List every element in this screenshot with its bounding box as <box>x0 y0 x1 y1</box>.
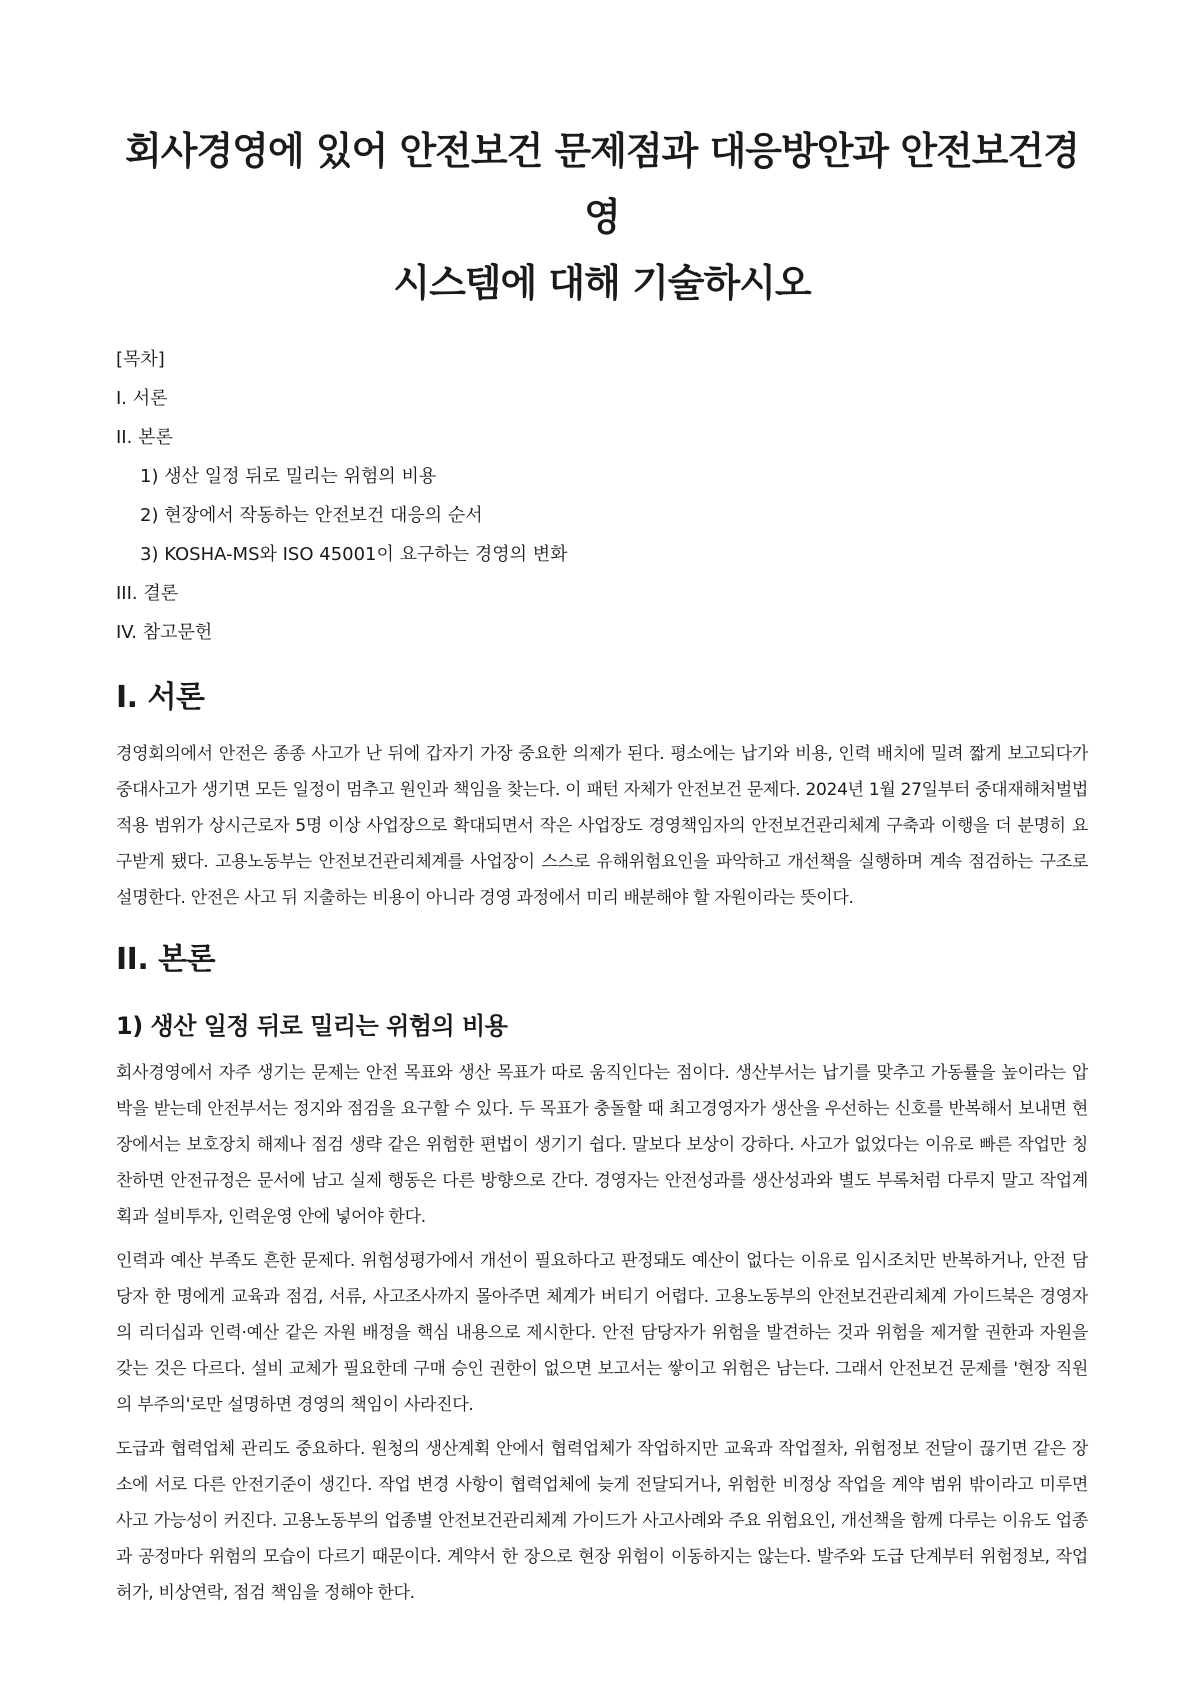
toc-item-introduction: I. 서론 <box>116 388 168 409</box>
toc-item-body: II. 본론 <box>116 427 173 448</box>
section-heading-body: II. 본론 <box>116 942 216 977</box>
toc-item-references: IV. 참고문헌 <box>116 622 213 643</box>
introduction-paragraph: 경영회의에서 안전은 종종 사고가 난 뒤에 갑자기 가장 중요한 의제가 된다. 평소에는 납기와 비용, 인력 배치에 밀려 짧게 보고되다가 중대사고가 생기면 모든 일정이 멈추고 원인과 책임을 찾는다. 이 패턴 자체가 안전보건 문제다. 2024년 1월 27일부터 중대재해처벌법 적용 범위가 상시근로자 5명 이상 사업장으로 확대되면서 작은 사업장도 경영책임자의 안전보건관리체계 구축과 이행을 더 분명히 요구받게 됐다. 고용노동부는 안전보건관리체계를 사업장이 스스로 유해위험요인을 파악하고 개선책을 실행하며 계속 점검하는 구조로 설명한다. 안전은 사고 뒤 지출하는 비용이 아니라 경영 과정에서 미리 배분해야 할 자원이라는 뜻이다. <box>116 744 1088 908</box>
body-paragraph-3: 도급과 협력업체 관리도 중요하다. 원청의 생산계획 안에서 협력업체가 작업하지만 교육과 작업절차, 위험정보 전달이 끊기면 같은 장소에 서로 다른 안전기준이 생긴다. 작업 변경 사항이 협력업체에 늦게 전달되거나, 위험한 비정상 작업을 계약 범위 밖이라고 미루면 사고 가능성이 커진다. 고용노동부의 업종별 안전보건관리체계 가이드가 사고사례와 주요 위험요인, 개선책을 함께 다루는 이유도 업종과 공정마다 위험의 모습이 다르기 때문이다. 계약서 한 장으로 현장 위험이 이동하지는 않는다. 발주와 도급 단계부터 위험정보, 작업허가, 비상연락, 점검 책임을 정해야 한다. <box>116 1439 1088 1603</box>
body-paragraph-2: 인력과 예산 부족도 흔한 문제다. 위험성평가에서 개선이 필요하다고 판정돼도 예산이 없다는 이유로 임시조치만 반복하거나, 안전 담당자 한 명에게 교육과 점검, 서류, 사고조사까지 몰아주면 체계가 버티기 어렵다. 고용노동부의 안전보건관리체계 가이드북은 경영자의 리더십과 인력·예산 같은 자원 배정을 핵심 내용으로 제시한다. 안전 담당자가 위험을 발견하는 것과 위험을 제거할 권한과 자원을 갖는 것은 다르다. 설비 교체가 필요한데 구매 승인 권한이 없으면 보고서는 쌓이고 위험은 남는다. 그래서 안전보건 문제를 '현장 직원의 부주의'로만 설명하면 경영의 책임이 사라진다. <box>116 1251 1088 1415</box>
toc-heading: [목차] <box>116 349 165 370</box>
title-line-2: 시스템에 대해 기술하시오 <box>393 261 811 305</box>
toc-item-body-3: 3) KOSHA-MS와 ISO 45001이 요구하는 경영의 변화 <box>140 544 568 565</box>
toc-item-body-2: 2) 현장에서 작동하는 안전보건 대응의 순서 <box>140 505 483 526</box>
section-heading-introduction: I. 서론 <box>116 680 205 715</box>
document-title <box>116 118 1088 316</box>
subsection-heading-1: 1) 생산 일정 뒤로 밀리는 위험의 비용 <box>116 1012 508 1040</box>
toc-item-conclusion: III. 결론 <box>116 583 179 604</box>
title-line-1: 회사경영에 있어 안전보건 문제점과 대응방안과 안전보건경영 <box>125 129 1079 239</box>
table-of-contents <box>116 340 1088 652</box>
body-paragraph-1: 회사경영에서 자주 생기는 문제는 안전 목표와 생산 목표가 따로 움직인다는 점이다. 생산부서는 납기를 맞추고 가동률을 높이라는 압박을 받는데 안전부서는 정지와 점검을 요구할 수 있다. 두 목표가 충돌할 때 최고경영자가 생산을 우선하는 신호를 반복해서 보내면 현장에서는 보호장치 해제나 점검 생략 같은 위험한 편법이 생기기 쉽다. 말보다 보상이 강하다. 사고가 없었다는 이유로 빠른 작업만 칭찬하면 안전규정은 문서에 남고 실제 행동은 다른 방향으로 간다. 경영자는 안전성과를 생산성과와 별도 부록처럼 다루지 말고 작업계획과 설비투자, 인력운영 안에 넣어야 한다. <box>116 1063 1088 1227</box>
toc-item-body-1: 1) 생산 일정 뒤로 밀리는 위험의 비용 <box>140 466 437 487</box>
